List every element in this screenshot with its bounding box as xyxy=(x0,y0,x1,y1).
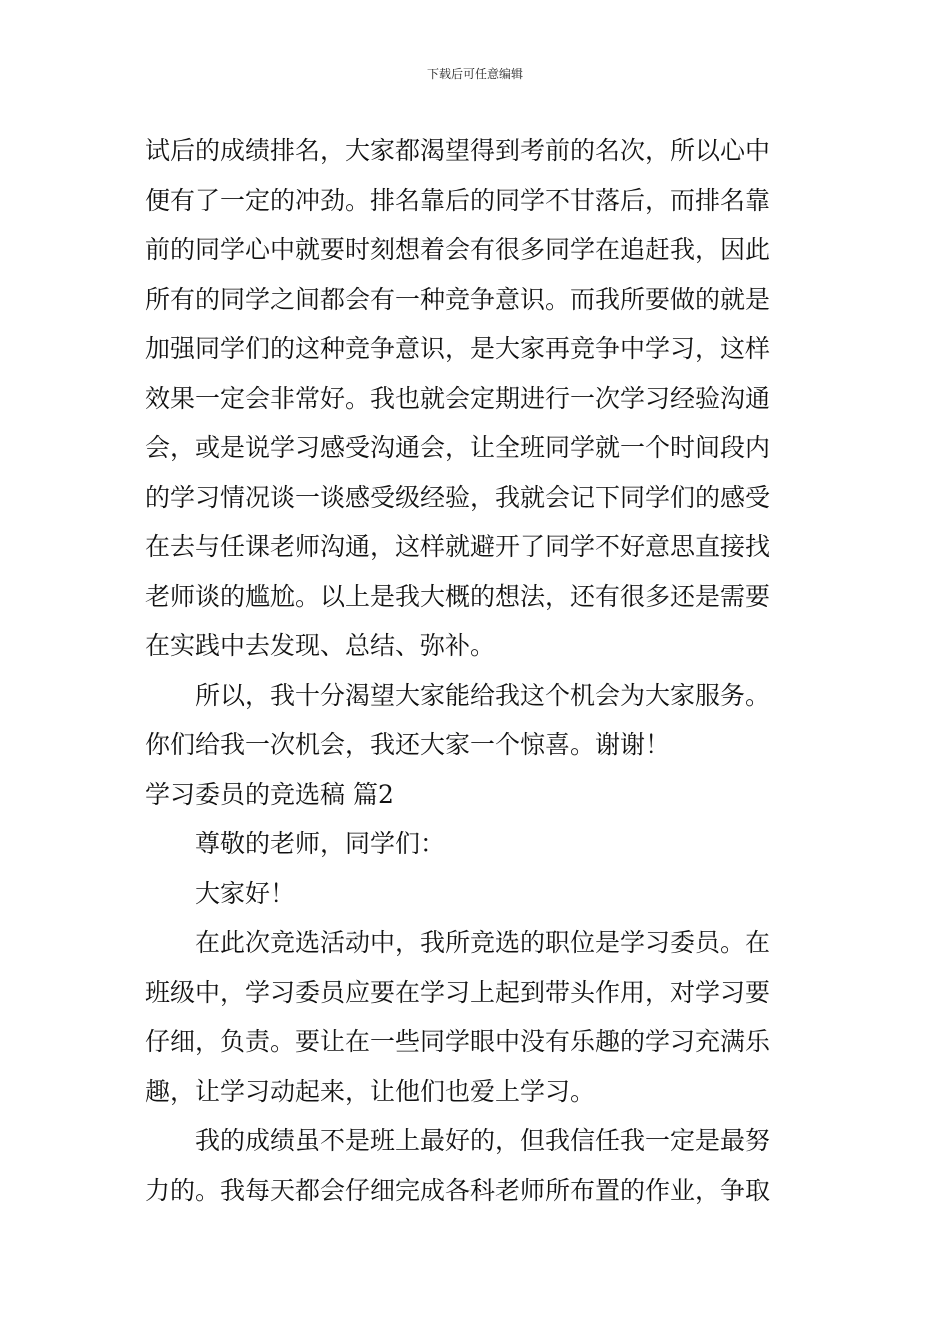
document-body xyxy=(145,126,810,1215)
text-line: 的学习情况谈一谈感受级经验，我就会记下同学们的感受 xyxy=(145,482,771,512)
text-line: 班级中，学习委员应要在学习上起到带头作用，对学习要 xyxy=(145,977,771,1007)
text-line: 会，或是说学习感受沟通会，让全班同学就一个时间段内 xyxy=(145,433,771,462)
text-line: 所有的同学之间都会有一种竞争意识。而我所要做的就是 xyxy=(145,284,771,314)
text-line: 力的。我每天都会仔细完成各科老师所布置的作业，争取 xyxy=(145,1175,771,1205)
text-line: 试后的成绩排名，大家都渴望得到考前的名次，所以心中 xyxy=(145,136,771,165)
text-line: 加强同学们的这种竞争意识，是大家再竞争中学习，这样 xyxy=(145,334,771,363)
text-line: 在去与任课老师沟通，这样就避开了同学不好意思直接找 xyxy=(145,532,771,561)
paragraph-first-line: 所以，我十分渴望大家能给我这个机会为大家服务。 xyxy=(195,680,771,710)
salutation: 尊敬的老师，同学们： xyxy=(195,829,446,858)
page-header-note: 下载后可任意编辑 xyxy=(426,67,523,81)
text-line: 老师谈的尴尬。以上是我大概的想法，还有很多还是需要 xyxy=(145,581,771,611)
paragraph-first-line: 在此次竞选活动中，我所竞选的职位是学习委员。在 xyxy=(195,928,771,957)
section-heading: 学习委员的竞选稿 篇2 xyxy=(145,779,394,809)
text-line: 效果一定会非常好。我也就会定期进行一次学习经验沟通 xyxy=(145,383,771,413)
text-line: 仔细，负责。要让在一些同学眼中没有乐趣的学习充满乐 xyxy=(145,1027,771,1056)
text-line: 前的同学心中就要时刻想着会有很多同学在追赶我，因此 xyxy=(145,235,771,264)
text-line: 便有了一定的冲劲。排名靠后的同学不甘落后，而排名靠 xyxy=(145,185,771,215)
paragraph-first-line: 我的成绩虽不是班上最好的，但我信任我一定是最努 xyxy=(195,1126,771,1155)
text-line: 你们给我一次机会，我还大家一个惊喜。谢谢！ xyxy=(145,730,671,759)
greeting: 大家好！ xyxy=(195,878,296,908)
text-line: 在实践中去发现、总结、弥补。 xyxy=(145,631,496,660)
text-line: 趣，让学习动起来，让他们也爱上学习。 xyxy=(145,1076,596,1106)
